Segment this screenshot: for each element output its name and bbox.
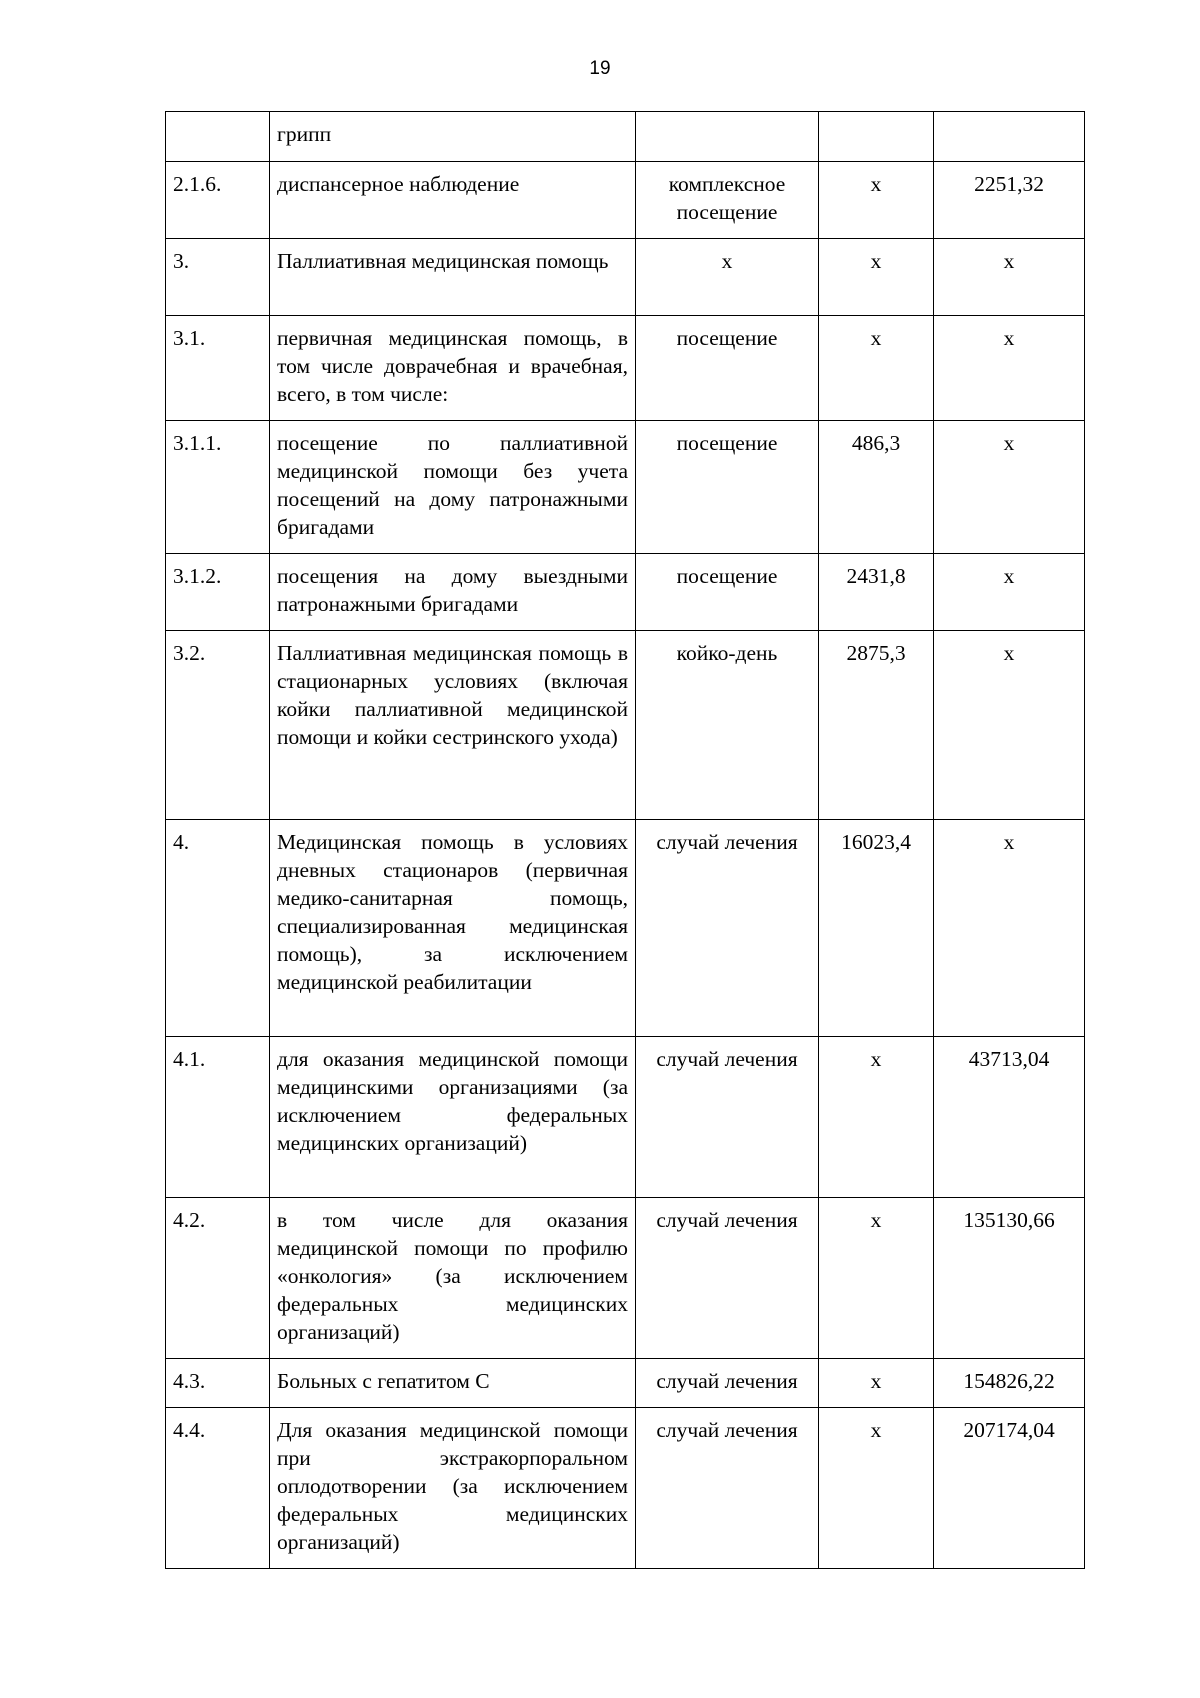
row-number: 3.1.1.	[166, 421, 270, 554]
row-norm: 2431,8	[819, 554, 934, 631]
table-row	[166, 112, 1085, 162]
row-cost: х	[934, 239, 1085, 316]
row-name: первичная медицинская помощь, в том числе доврачебная и врачебная, всего, в том числе:	[270, 316, 636, 421]
table-row	[166, 1037, 1085, 1198]
row-unit	[636, 112, 819, 162]
row-norm	[819, 112, 934, 162]
table-row	[166, 421, 1085, 554]
row-unit: койко-день	[636, 631, 819, 820]
row-number: 4.3.	[166, 1359, 270, 1408]
row-number	[166, 112, 270, 162]
row-number: 3.	[166, 239, 270, 316]
row-name: для оказания медицинской помощи медицинскими организациями (за исключением федеральных медицинских организаций)	[270, 1037, 636, 1198]
row-norm: х	[819, 162, 934, 239]
row-cost	[934, 112, 1085, 162]
row-cost: 154826,22	[934, 1359, 1085, 1408]
row-unit: случай лечения	[636, 1359, 819, 1408]
row-name: диспансерное наблюдение	[270, 162, 636, 239]
row-unit: случай лечения	[636, 1037, 819, 1198]
row-unit: случай лечения	[636, 1408, 819, 1569]
table-row	[166, 554, 1085, 631]
row-norm: 486,3	[819, 421, 934, 554]
row-cost: х	[934, 421, 1085, 554]
row-norm: х	[819, 239, 934, 316]
row-unit: случай лечения	[636, 1198, 819, 1359]
row-name: в том числе для оказания медицинской помощи по профилю «онкология» (за исключением федеральных медицинских организаций)	[270, 1198, 636, 1359]
table-row	[166, 1359, 1085, 1408]
row-number: 3.2.	[166, 631, 270, 820]
row-name: грипп	[270, 112, 636, 162]
row-norm: 2875,3	[819, 631, 934, 820]
row-cost: 135130,66	[934, 1198, 1085, 1359]
row-name: Паллиативная медицинская помощь	[270, 239, 636, 316]
row-unit: х	[636, 239, 819, 316]
row-norm: х	[819, 1198, 934, 1359]
row-name: посещение по паллиативной медицинской помощи без учета посещений на дому патронажными бригадами	[270, 421, 636, 554]
table-row	[166, 239, 1085, 316]
row-norm: х	[819, 316, 934, 421]
row-cost: х	[934, 820, 1085, 1037]
tariff-table	[165, 111, 1085, 1569]
row-number: 2.1.6.	[166, 162, 270, 239]
page-number: 19	[589, 58, 611, 79]
table-row	[166, 820, 1085, 1037]
row-number: 4.2.	[166, 1198, 270, 1359]
row-unit: посещение	[636, 316, 819, 421]
row-cost: 2251,32	[934, 162, 1085, 239]
row-number: 4.	[166, 820, 270, 1037]
row-cost: х	[934, 316, 1085, 421]
row-number: 3.1.2.	[166, 554, 270, 631]
table-row	[166, 316, 1085, 421]
row-cost: 207174,04	[934, 1408, 1085, 1569]
row-norm: х	[819, 1408, 934, 1569]
row-number: 4.4.	[166, 1408, 270, 1569]
row-number: 4.1.	[166, 1037, 270, 1198]
row-norm: х	[819, 1359, 934, 1408]
row-norm: 16023,4	[819, 820, 934, 1037]
row-name: Медицинская помощь в условиях дневных стационаров (первичная медико-санитарная помощь, специализированная медицинская помощь), за исключением медицинской реабилитации	[270, 820, 636, 1037]
row-cost: х	[934, 554, 1085, 631]
row-number: 3.1.	[166, 316, 270, 421]
row-name: Больных с гепатитом С	[270, 1359, 636, 1408]
row-unit: комплексное посещение	[636, 162, 819, 239]
row-cost: 43713,04	[934, 1037, 1085, 1198]
table-row	[166, 1198, 1085, 1359]
row-name: Паллиативная медицинская помощь в стационарных условиях (включая койки паллиативной медицинской помощи и койки сестринского ухода)	[270, 631, 636, 820]
table-row	[166, 1408, 1085, 1569]
row-norm: х	[819, 1037, 934, 1198]
row-name: посещения на дому выездными патронажными бригадами	[270, 554, 636, 631]
table-row	[166, 631, 1085, 820]
row-cost: х	[934, 631, 1085, 820]
row-unit: посещение	[636, 421, 819, 554]
row-name: Для оказания медицинской помощи при экстракорпоральном оплодотворении (за исключением федеральных медицинских организаций)	[270, 1408, 636, 1569]
row-unit: случай лечения	[636, 820, 819, 1037]
table-row	[166, 162, 1085, 239]
row-unit: посещение	[636, 554, 819, 631]
